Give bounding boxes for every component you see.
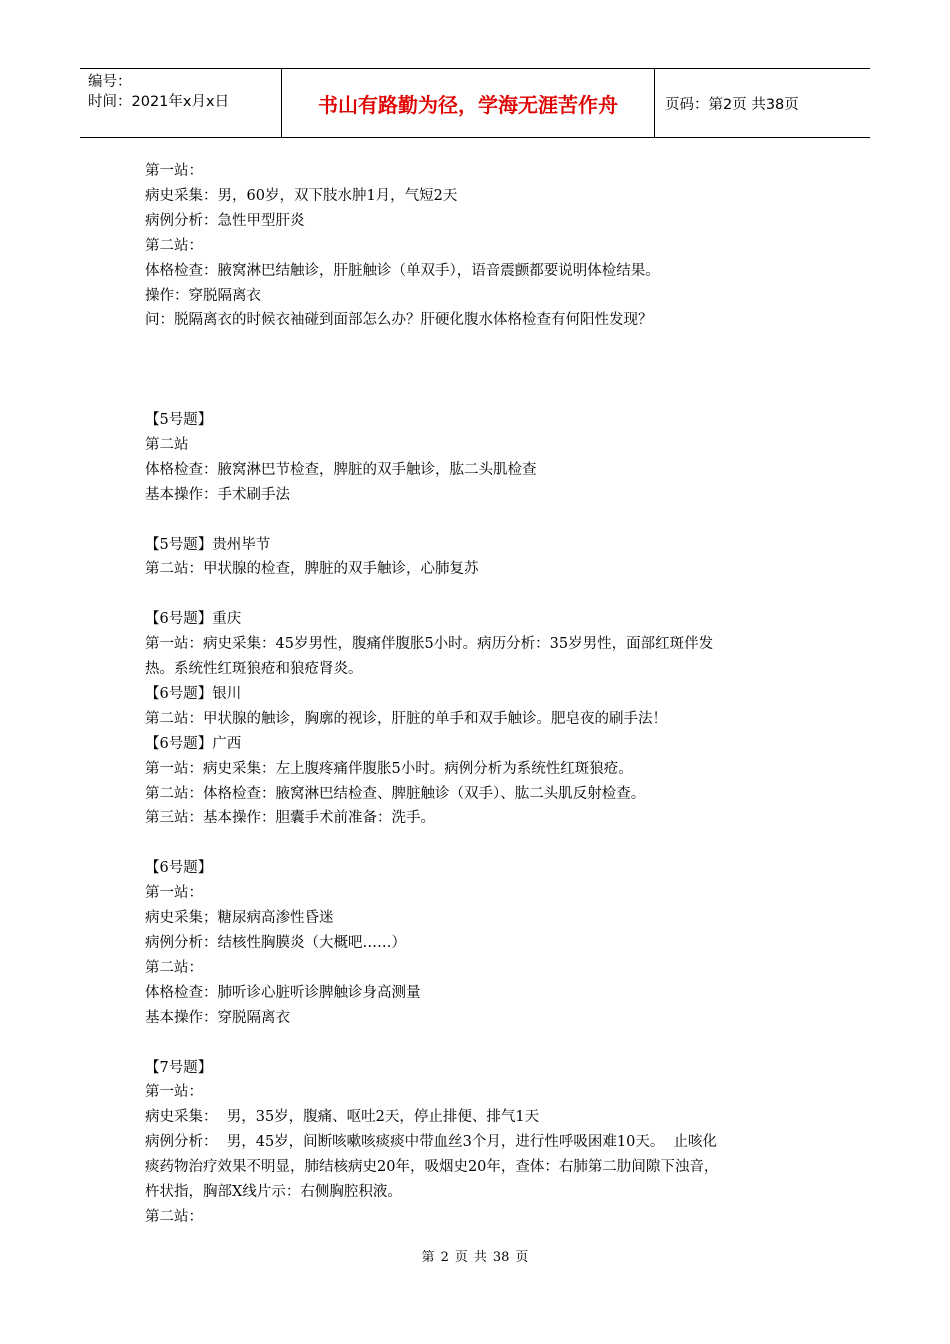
text-line: 第二站： [145,237,203,254]
footer-text-1: 第 [421,1250,435,1265]
blank-line [145,383,815,408]
text-line: 病史采集；糖尿病高渗性昏迷 [145,910,334,927]
motto-text: 书山有路勤为径，学海无涯苦作舟 [318,92,618,117]
text-line: 第三站：基本操作：胆囊手术前准备：洗手。 [145,810,435,827]
time-label: 时间：2021年x月x日 [88,94,230,110]
text-line: 第一站： [145,163,203,179]
text-line: 操作：穿脱隔离衣 [145,287,261,304]
text-line: 第二站 [145,436,189,453]
text-line: 第二站：甲状腺的触诊，胸廓的视诊，肝脏的单手和双手触诊。肥皂夜的刷手法！ [145,710,667,727]
blank-line [145,358,815,383]
blank-line [145,831,815,856]
text-line: 杵状指，胸部X线片示：右侧胸腔积液。 [145,1184,402,1201]
text-line: 病例分析：结核性胸膜炎（大概吧……） [145,935,406,951]
text-line: 热。系统性红斑狼疮和狼疮肾炎。 [145,661,363,678]
footer-total-pages: 38 [492,1250,510,1265]
header-left-cell [80,69,282,137]
footer-text-4: 页 [515,1250,529,1265]
footer-page-number: 2 [440,1250,449,1265]
text-line: 第一站：病史采集：左上腹疼痛伴腹胀5小时。病例分析为系统性红斑狼疮。 [145,760,633,777]
page-header [80,68,870,138]
footer-text-3: 共 [473,1250,487,1265]
text-line: 基本操作：穿脱隔离衣 [145,1009,290,1026]
text-line: 【6号题】银川 [145,685,242,702]
text-line: 体格检查：肺听诊心脏听诊脾触诊身高测量 [145,984,421,1001]
text-line: 第二站： [145,959,203,976]
blank-line [145,1031,815,1056]
header-motto-cell [282,69,655,137]
text-line: 第一站：病史采集：45岁男性，腹痛伴腹胀5小时。病历分析：35岁男性，面部红斑伴发 [145,636,714,653]
text-line: 第二站： [145,1208,203,1225]
text-line: 基本操作：手术刷手法 [145,486,290,503]
text-line: 第一站： [145,1084,203,1101]
footer-text-2: 页 [454,1250,468,1265]
text-line: 第一站： [145,885,203,902]
blank-line [145,333,815,358]
text-line: 【7号题】 [145,1059,213,1076]
text-line: 第二站：体格检查：腋窝淋巴结检查、脾脏触诊（双手）、肱二头肌反射检查。 [145,785,646,802]
page-info: 页码：第2页 共38页 [665,96,799,113]
text-line: 病史采集：男，60岁，双下肢水肿1月，气短2天 [145,187,458,204]
page-footer [0,1246,950,1265]
text-line: 体格检查：腋窝淋巴节检查，脾脏的双手触诊，肱二头肌检查 [145,461,537,478]
text-line: 【6号题】 [145,860,213,877]
blank-line [145,582,815,607]
text-line: 病例分析：急性甲型肝炎 [145,212,305,229]
text-line: 病例分析： 男，45岁，间断咳嗽咳痰痰中带血丝3个月，进行性呼吸困难10天。 止咳化 [145,1134,718,1151]
text-line: 体格检查：腋窝淋巴结触诊，肝脏触诊（单双手），语音震颤都要说明体检结果。 [145,262,660,279]
number-label: 编号： [88,74,132,90]
text-line: 【5号题】 [145,412,213,429]
document-body [145,159,815,1230]
text-line: 第二站：甲状腺的检查，脾脏的双手触诊，心肺复苏 [145,561,479,578]
text-line: 【6号题】广西 [145,735,242,752]
text-line: 【5号题】贵州毕节 [145,536,271,553]
header-right-cell [655,69,870,137]
text-line: 痰药物治疗效果不明显，肺结核病史20年，吸烟史20年，查体：右肺第二肋间隙下浊音， [145,1159,719,1176]
blank-line [145,508,815,533]
text-line: 【6号题】重庆 [145,611,242,628]
text-line: 病史采集： 男，35岁，腹痛、呕吐2天，停止排便、排气1天 [145,1109,540,1126]
text-line: 问：脱隔离衣的时候衣袖碰到面部怎么办？肝硬化腹水体格检查有何阳性发现？ [145,312,653,329]
